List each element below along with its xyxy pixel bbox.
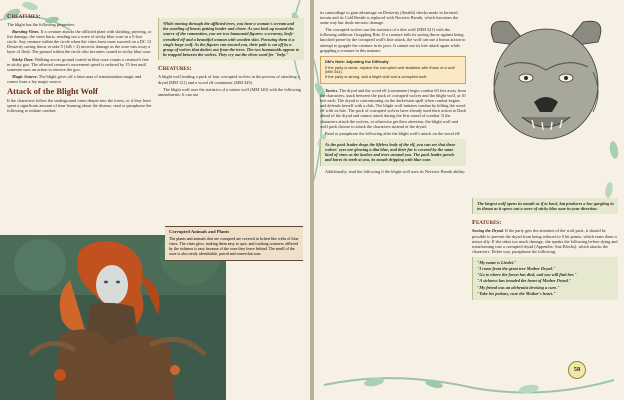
creatures-text-b: The blight wolf uses the statistics of a winter wolf (MM 340) with the following amendments: It can use: [158, 86, 301, 97]
dm-note-box: [320, 56, 466, 84]
corrupted-animals-sidebar: [165, 226, 303, 261]
left-column-1: [7, 11, 152, 115]
camouflage-para: its camouflage to gain advantage on Dexterity (Stealth) checks made in forested terrain and its Cold Breath is replaced with Necrotic Breath, which functions the same way but deals necrotic damage.: [320, 10, 459, 26]
dm-note-line-2: If the party is strong, add a blight wolf and a corrupted wolf.: [325, 74, 427, 80]
blight-wolf-illustration-icon: [474, 12, 618, 152]
quote-line: "I come from the great tree Mother Dryad.": [477, 266, 556, 272]
corrupted-wolves-para: The corrupted wolves use the statistics of a dire wolf (MM 321) with the following addition: Grappling Bite. If a creature fails its saving throw against being knocked prone by the corrupted wolf's bite attack, the wolf can use a bonus action to attempt to grapple the creature in its jaws. It cannot use its bite attack again while grappling a creature in this manner.: [320, 27, 466, 53]
page-number-badge: 58: [568, 361, 586, 379]
creatures-heading-2: Creatures:: [158, 65, 192, 73]
right-page: [314, 0, 624, 400]
necrotic-breath-read-aloud: The largest wolf opens its mouth as if to howl, but produces a low gurgling in its throat as it spews out a wave of sticky blue ooze in your direction.: [472, 198, 618, 214]
left-page: [0, 0, 310, 400]
sidebar-text: The plants and animals that are corrupted are covered in lichen-like webs of blue vines. The vines glow, making them easy to spot, and tracking creatures afflicted by the sickness is easy because of the ooze they leave behind. The smell of the ooze is also easily identifiable, putrid and somewhat sour.: [169, 235, 299, 256]
dm-note-title: DM's Note: Adjusting the Difficulty: [325, 58, 389, 64]
saving-dryad-para: Saving the Dryad. If the party gets the attention of the wolf pack, it should be possible to prevent the dryad from being reduced to 0 hit points, which earns them a minor ally. If she takes too much damage, she speaks the following before dying and transforming into a corrupted dryad (Appendix: Stat Blocks), which attacks the characters. Either way, paraphrase the following:: [472, 228, 618, 254]
creatures-heading: Creatures:: [7, 13, 41, 20]
creatures-text-a: A blight wolf leading a pack of four corrupted wolves in the process of attacking a dryad (MM 121) and a wood elf commoner (MM 345).: [158, 74, 300, 85]
bursting-vines-para: Bursting Vines. If a creature attacks the afflicted plant with slashing, piercing, or fire damage, the vines burst, sending out a wave of sticky blue ooze in a 5-foot circle. Any creature within the circle when the vines burst must succeed on a DC 13 Dexterity saving throw or take 5 (1d6 + 2) necrotic damage as the ooze eats away a layer of flesh. The ground within the circle also becomes coated in sticky blue ooze.: [7, 29, 152, 55]
right-column-1: [320, 10, 466, 176]
additional-para: Additionally, read the following if the blight wolf uses its Necrotic Breath ability:: [325, 168, 466, 174]
attack-intro: If the characters follow the underground vines deeper into the forest, or if they have spent a significant amount of time learning about the disease, read or paraphrase the following to initiate combat:: [7, 98, 152, 114]
quote-line: "Take his potions, cure the Mother's heart.": [477, 290, 556, 296]
right-column-2: [472, 198, 618, 300]
read-aloud-box: While moving through the afflicted trees, you hear a woman's scream and the snarling of beasts getting louder and closer. As you look up toward the source of the commotion, you see two humanoid figures: a scrawny, leafy-wreathed elf and a beautiful woman with wooden skin. Pursuing them is a single large wolf. As the figures run toward you, their path is cut off by a group of wolves that dashes out from the trees. The two humanoids appear to be trapped between the wolves. They cry out the elven word for "help.": [158, 18, 304, 60]
tactics-para: Tactics. The dryad and the wood elf (commoner) begin combat 60 feet away from the characters, stuck between the pack of corrupted wolves and the blight wolf, at 10 feet each. The dryad is concentrating on the darkvision spell when combat begins and defends herself with a club. The blight wolf initiates combat by killing the wood elf with its bite. The pack of corrupted wolves have already used their action to Dash ahead of the dryad and cannot attack during the first round of combat. If the characters attack the wolves, or otherwise get their attention, the blight wolf and wolf pack choose to attack the characters instead of the dryad.: [320, 87, 466, 129]
dm-note-line-1: If the party is weak, replace the corrupted wolf statistics with those of a wolf (MM 341).: [325, 64, 455, 75]
magic-source-para: Magic Source. The blight gives off a faint aura of transmutation magic and comes from a fey magic source.: [7, 73, 142, 84]
blight-intro: The blight has the following properties:: [7, 22, 76, 27]
left-column-2: [158, 18, 304, 99]
pack-leader-read-aloud: As the pack leader drops the lifeless body of the elf, you can see that these wolves' eyes are glowing a dim blue, and their fur is covered by the same kind of vines as the bushes and trees around you. The pack leader growls and bares its teeth at you, its mouth dripping with blue ooze.: [320, 139, 466, 166]
quote-line: "My friend was an alchemist devising a cure.": [477, 284, 560, 290]
attack-heading: Attack of the Blight Wolf: [7, 86, 98, 97]
quote-line: "A sickness has invaded the heart of Mother Dryad.": [477, 278, 572, 284]
dryad-quote-box: [472, 257, 618, 300]
sidebar-title: Corrupted Animals and Plants: [169, 229, 230, 234]
quote-line: "My name is Liralei.": [477, 259, 517, 265]
quote-line: "Go to where the forest has died, and you will find her.": [477, 272, 577, 278]
sticky-ooze-para: Sticky Ooze. Walking across ground coated in blue ooze counts a creature's feet in sticky goo. The affected creature's movement speed is reduced by 15 feet until someone uses an action to remove the goo.: [7, 56, 149, 72]
tactics-read: Read or paraphrase the following after the blight wolf's attack on the wood elf:: [325, 130, 461, 136]
features-heading: Features:: [472, 219, 502, 227]
